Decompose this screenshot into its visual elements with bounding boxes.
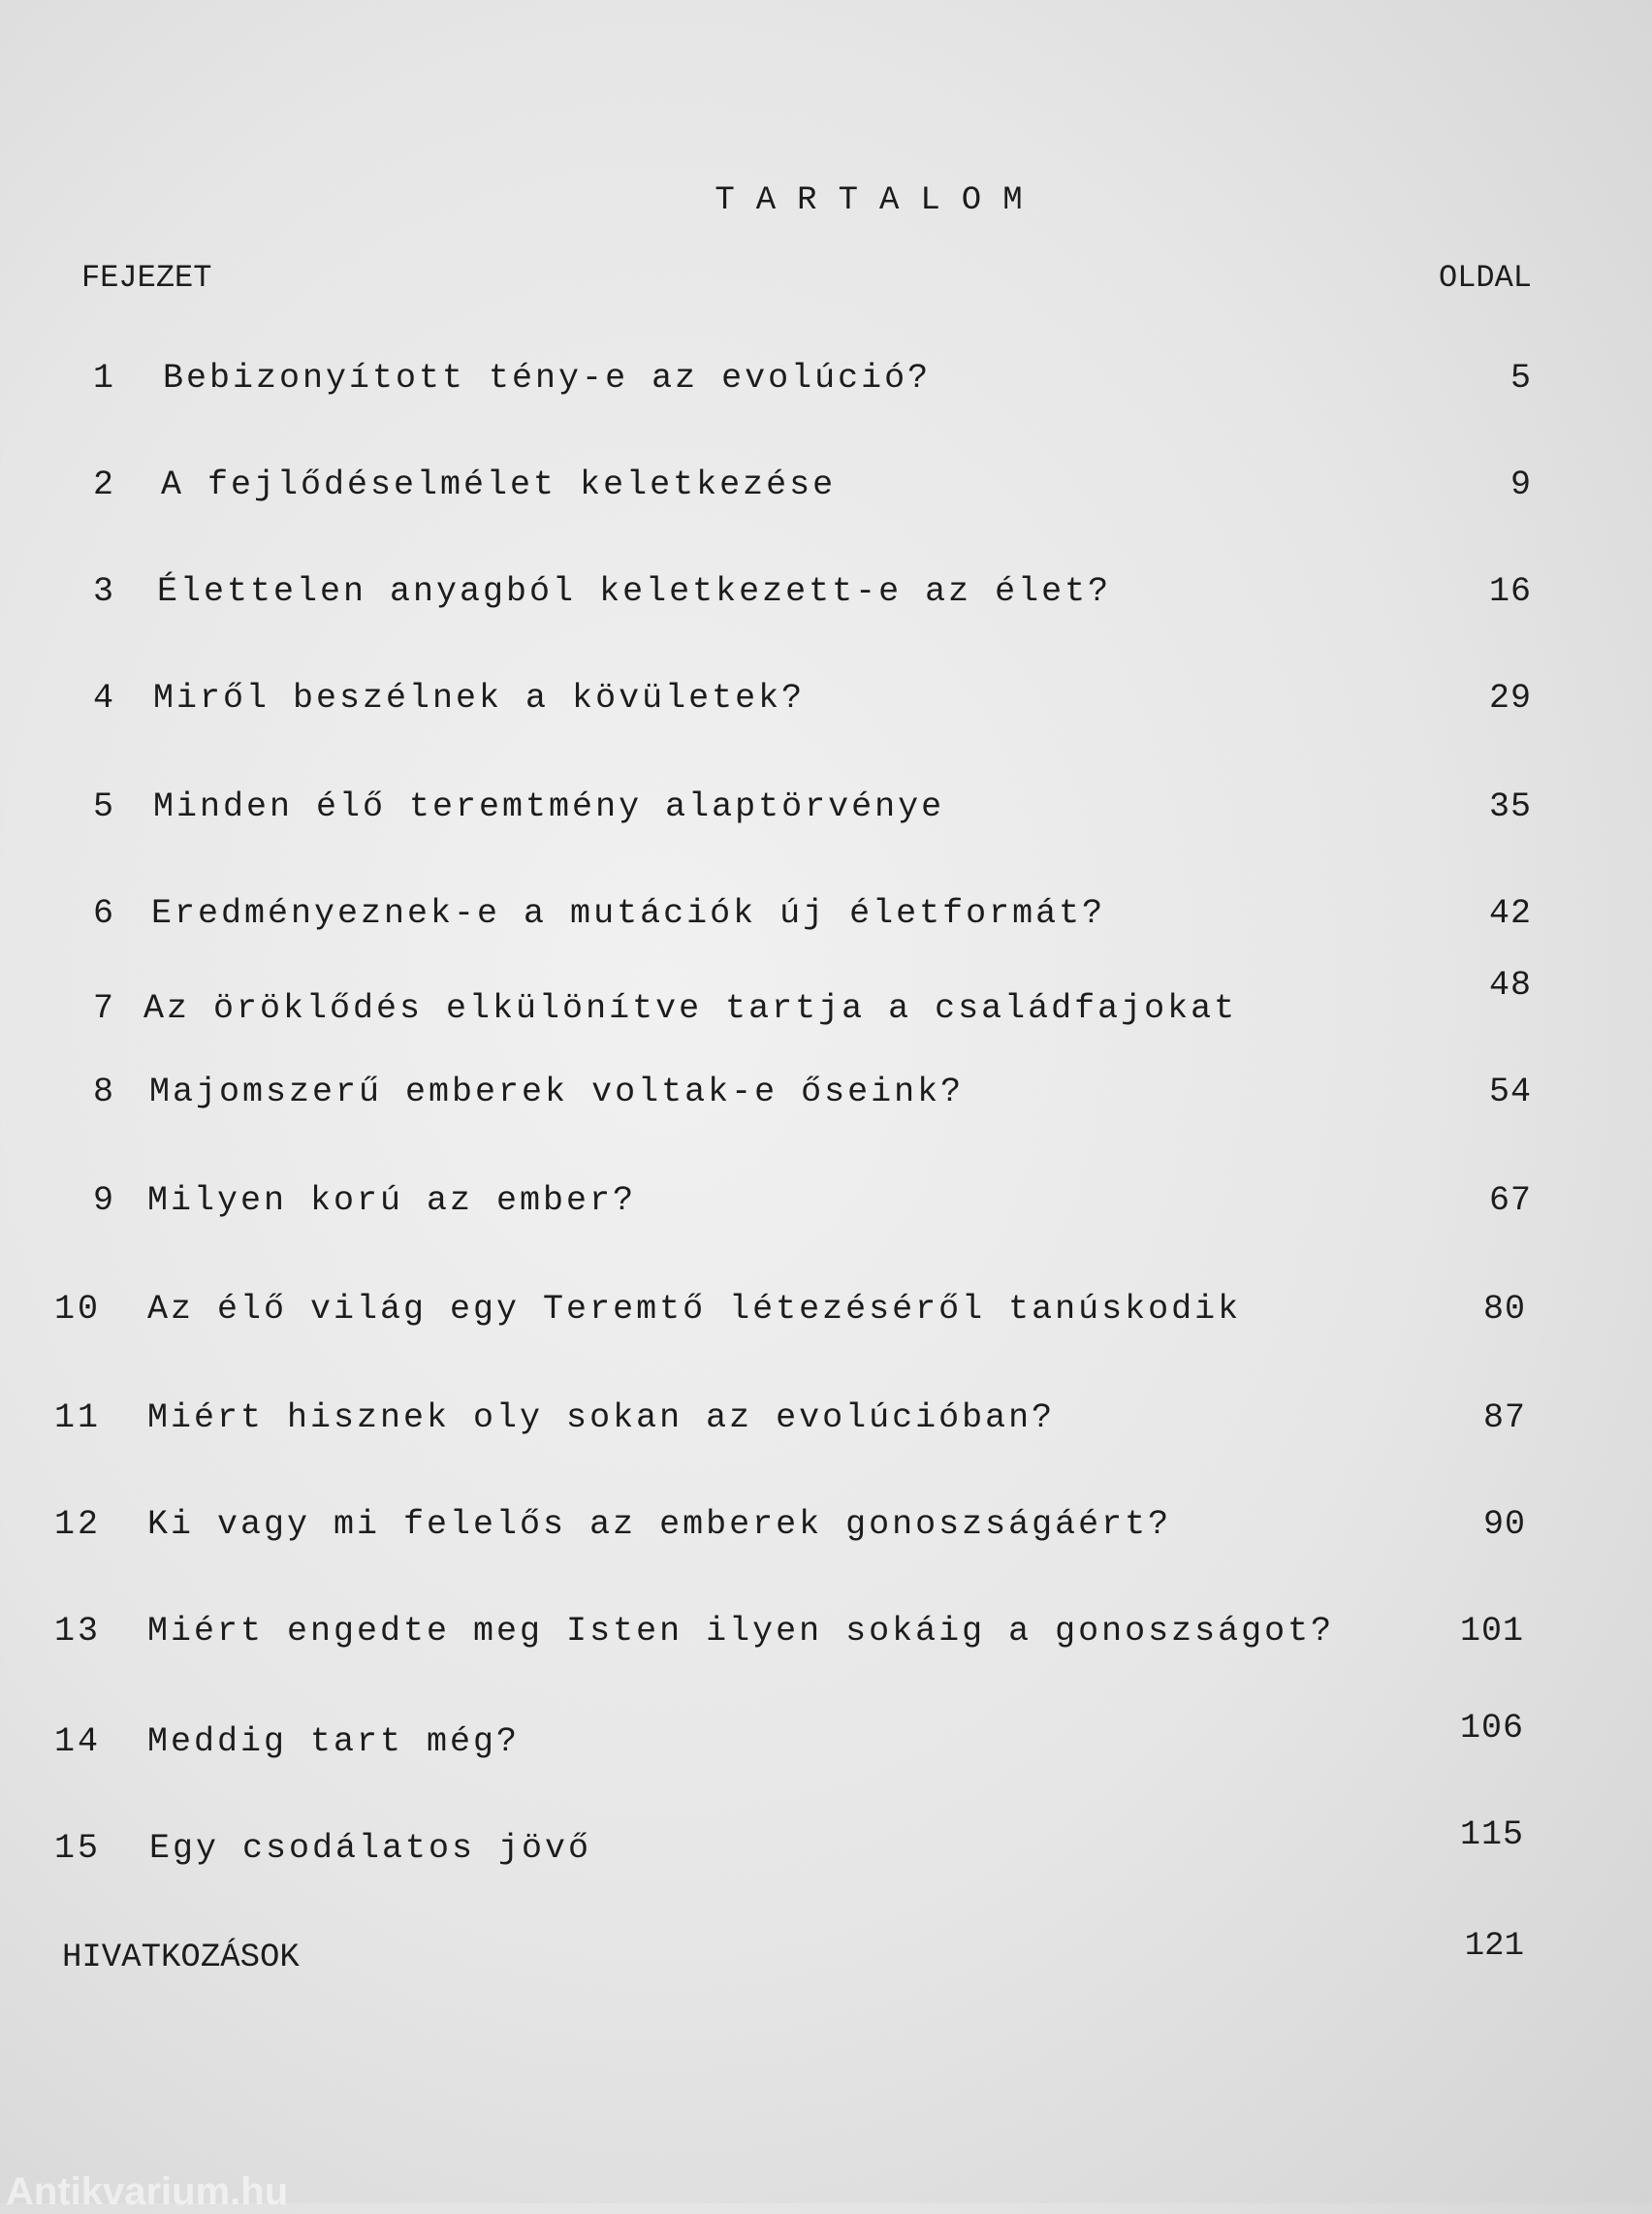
chapter-page: 16 — [1488, 572, 1532, 611]
chapter-column-header: FEJEZET — [81, 260, 212, 296]
chapter-number: 7 — [92, 989, 116, 1028]
toc-entry-10 — [0, 1290, 1652, 1348]
toc-entry-8 — [0, 1073, 1652, 1131]
chapter-page: 42 — [1488, 894, 1532, 933]
chapter-number: 1 — [92, 359, 116, 398]
toc-entry-15 — [0, 1815, 1652, 1887]
chapter-title: Meddig tart még? — [147, 1722, 521, 1761]
chapter-number: 3 — [92, 572, 116, 611]
chapter-page: 5 — [1509, 359, 1532, 398]
chapter-number: 4 — [92, 679, 116, 718]
chapter-title: Bebizonyított tény-e az evolúció? — [163, 359, 932, 398]
chapter-number: 9 — [92, 1181, 116, 1220]
chapter-number: 6 — [92, 894, 116, 933]
chapter-number: 10 — [53, 1290, 101, 1329]
toc-entry-12 — [0, 1505, 1652, 1563]
toc-entry-2 — [0, 465, 1652, 524]
chapter-title: Minden élő teremtmény alaptörvénye — [153, 787, 945, 826]
chapter-page: 115 — [1459, 1815, 1524, 1854]
chapter-page: 80 — [1482, 1290, 1526, 1329]
watermark-text: Antikvarium.hu — [6, 2170, 289, 2213]
references-page: 121 — [1464, 1928, 1524, 1965]
chapter-page: 87 — [1482, 1398, 1526, 1437]
toc-entry-5 — [0, 787, 1652, 846]
toc-entry-4 — [0, 679, 1652, 737]
chapter-page: 29 — [1488, 679, 1532, 718]
chapter-page: 48 — [1488, 966, 1532, 1005]
chapter-number: 2 — [92, 465, 116, 504]
chapter-number: 5 — [92, 787, 116, 826]
toc-entry-11 — [0, 1398, 1652, 1457]
chapter-title: Miért engedte meg Isten ilyen sokáig a gonoszságot? — [147, 1612, 1335, 1651]
chapter-title: Majomszerű emberek voltak-e őseink? — [149, 1073, 965, 1111]
chapter-title: Milyen korú az ember? — [147, 1181, 637, 1220]
page-title: TARTALOM — [715, 182, 1044, 219]
references-title: HIVATKOZÁSOK — [62, 1940, 300, 1976]
chapter-page: 101 — [1459, 1612, 1524, 1651]
chapter-title: Eredményeznek-e a mutációk új életformát? — [151, 894, 1106, 933]
toc-entry-13 — [0, 1612, 1652, 1670]
toc-entry-1 — [0, 359, 1652, 417]
toc-entry-14 — [0, 1709, 1652, 1781]
toc-entry-9 — [0, 1181, 1652, 1239]
chapter-number: 13 — [53, 1612, 101, 1651]
chapter-title: Az öröklődés elkülönítve tartja a családfajokat — [143, 989, 1238, 1028]
chapter-number: 11 — [53, 1398, 101, 1437]
chapter-number: 8 — [92, 1073, 116, 1111]
chapter-number: 12 — [53, 1505, 101, 1544]
toc-entry-7 — [0, 966, 1652, 1047]
chapter-title: Miről beszélnek a kövületek? — [153, 679, 806, 718]
toc-entry-3 — [0, 572, 1652, 630]
chapter-number: 14 — [53, 1722, 101, 1761]
chapter-title: Miért hisznek oly sokan az evolúcióban? — [147, 1398, 1056, 1437]
chapter-page: 35 — [1488, 787, 1532, 826]
chapter-page: 90 — [1482, 1505, 1526, 1544]
chapter-page: 67 — [1488, 1181, 1532, 1220]
chapter-page: 54 — [1488, 1073, 1532, 1111]
chapter-page: 106 — [1459, 1709, 1524, 1748]
chapter-title: Az élő világ egy Teremtő létezéséről tanúskodik — [147, 1290, 1242, 1329]
chapter-number: 15 — [53, 1829, 101, 1868]
chapter-title: Ki vagy mi felelős az emberek gonoszságáért? — [147, 1505, 1172, 1544]
chapter-title: Egy csodálatos jövő — [149, 1829, 592, 1868]
toc-entry-6 — [0, 894, 1652, 952]
chapter-page: 9 — [1509, 465, 1532, 504]
chapter-title: Élettelen anyagból keletkezett-e az élet? — [157, 572, 1112, 611]
page-column-header: OLDAL — [1438, 260, 1532, 296]
chapter-title: A fejlődéselmélet keletkezése — [161, 465, 837, 504]
